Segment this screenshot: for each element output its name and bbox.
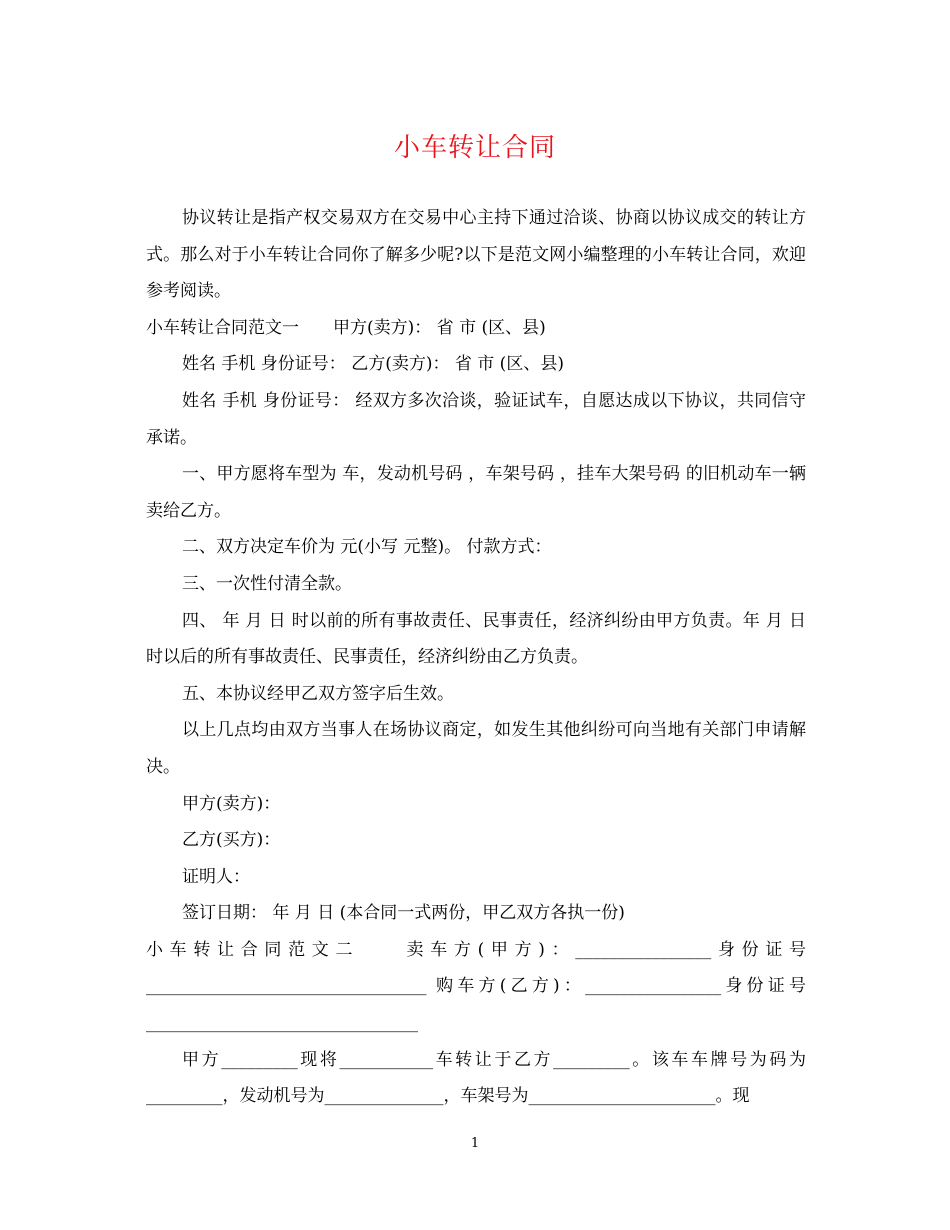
paragraph: 证明人： bbox=[182, 866, 250, 887]
paragraph: 四、 年 月 日 时以前的所有事故责任、民事责任，经济纠纷由甲方负责。年 月 日 时以后的所有事故责任、民事责任，经济纠纷由乙方负责。 bbox=[146, 610, 806, 668]
paragraph: 三、一次性付清全款。 bbox=[182, 573, 352, 594]
paragraph: 一、甲方愿将车型为 车，发动机号码 ，车架号码 ，挂车大架号码 的旧机动车一辆卖给乙方。 bbox=[146, 464, 806, 521]
paragraph: 小车转让合同范文一 甲方(卖方)： 省 市 (区、县) bbox=[146, 317, 546, 338]
paragraph: 甲方_________现将___________车转让于乙方_________。该车车牌号为码为_________，发动机号为______________，车架号为______________________。现 bbox=[146, 1049, 806, 1107]
paragraph: 以上几点均由双方当事人在场协议商定，如发生其他纠纷可向当地有关部门申请解决。 bbox=[146, 720, 806, 777]
page-number: 1 bbox=[470, 1136, 480, 1151]
paragraph: 五、本协议经甲乙双方签字后生效。 bbox=[182, 683, 454, 704]
paragraph: 乙方(买方)： bbox=[182, 830, 281, 851]
paragraph: 二、双方决定车价为 元(小写 元整)。 付款方式： bbox=[182, 537, 552, 558]
paragraph: 姓名 手机 身份证号： 经双方多次洽谈，验证试车，自愿达成以下协议，共同信守承诺。 bbox=[146, 390, 806, 448]
paragraph: 协议转让是指产权交易双方在交易中心主持下通过洽谈、协商以协议成交的转让方式。那么对于小车转让合同你了解多少呢?以下是范文网小编整理的小车转让合同，欢迎参考阅读。 bbox=[146, 208, 806, 302]
document-title: 小车转让合同 bbox=[393, 133, 556, 163]
document-body bbox=[146, 200, 806, 1115]
paragraph: 姓名 手机 身份证号： 乙方(卖方)： 省 市 (区、县) bbox=[182, 354, 564, 375]
paragraph: 甲方(卖方)： bbox=[182, 793, 281, 814]
paragraph: 签订日期： 年 月 日 (本合同一式两份，甲乙双方各执一份) bbox=[182, 903, 625, 924]
paragraph: 小车转让合同范文二 卖车方(甲方)：________________身份证号_________________________________ 购车方(乙方)：________________身份证号________________________________ bbox=[146, 939, 806, 1034]
